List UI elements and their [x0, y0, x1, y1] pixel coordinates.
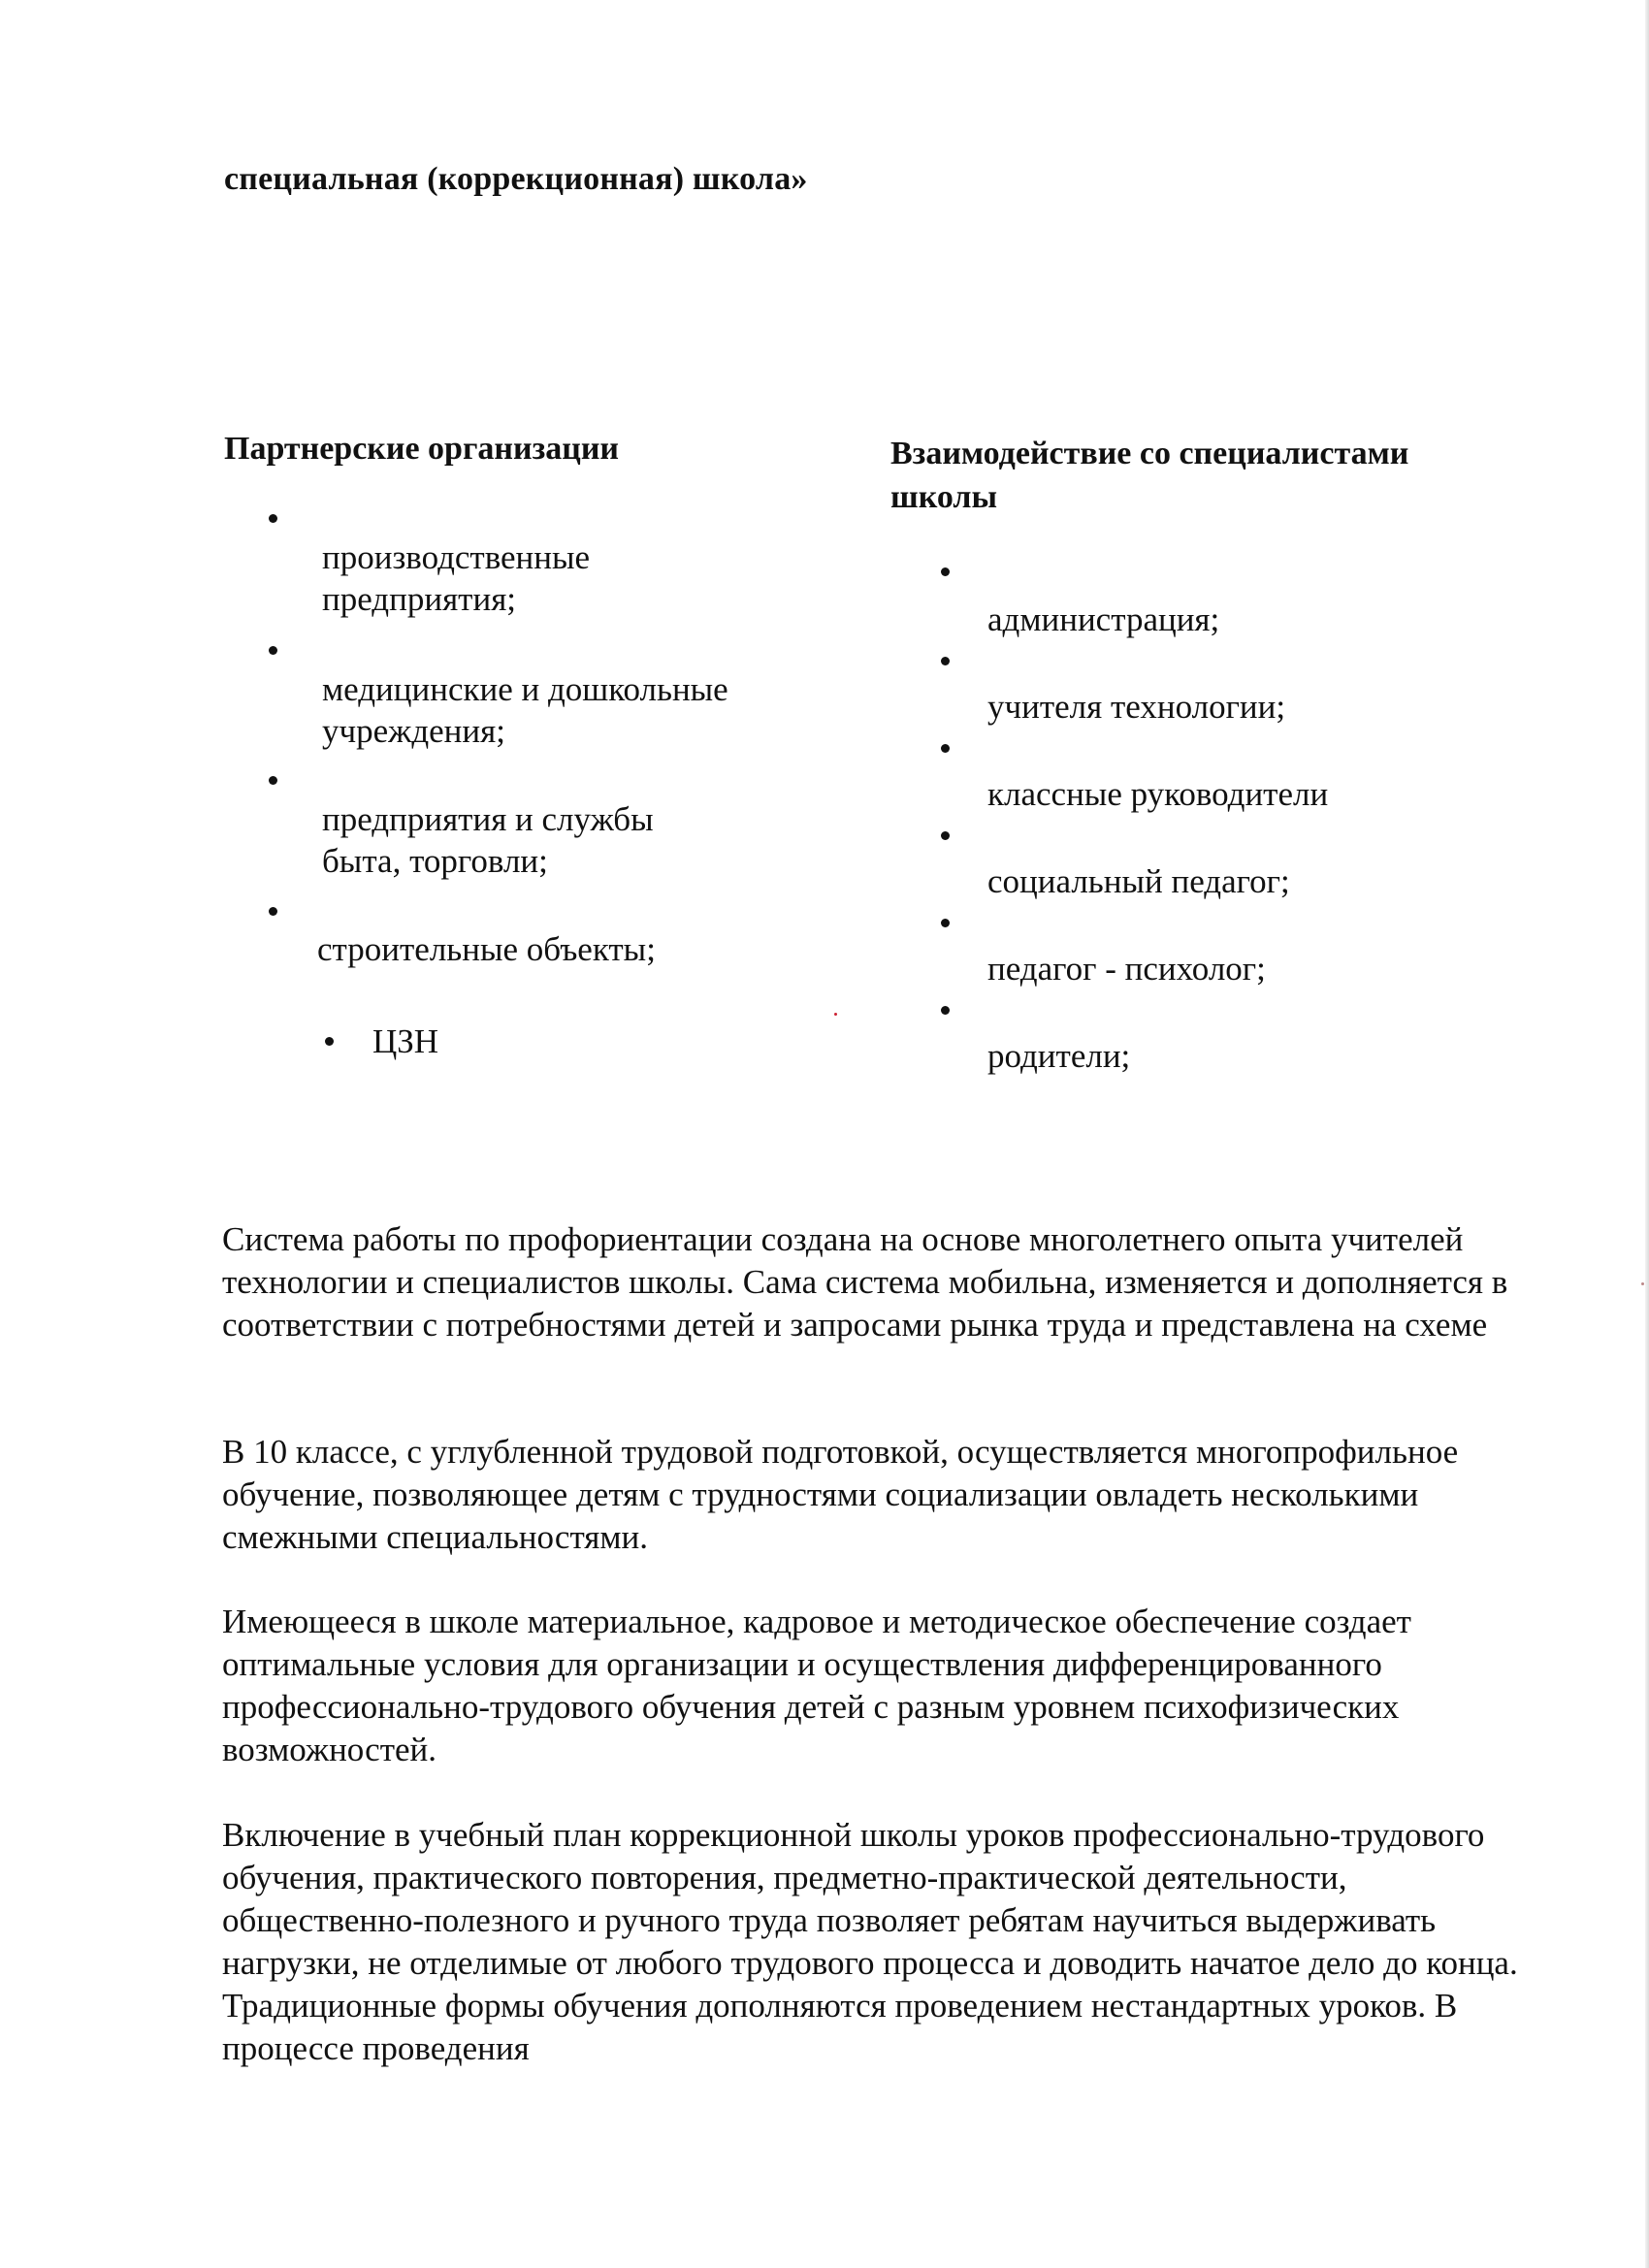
partner-organizations-column	[224, 427, 845, 1060]
list-item-line: строительные объекты;	[317, 930, 656, 968]
scan-speck	[834, 1013, 837, 1016]
bullet-icon	[941, 567, 950, 576]
list-item-line: предприятия и службы	[322, 800, 654, 838]
heading-line: Взаимодействие со специалистами	[890, 436, 1409, 471]
paragraph: В 10 классе, с углубленной трудовой подготовкой, осуществляется многопрофильное обучение, позволяющее детям с трудностями социализации овладеть несколькими смежными специальностями.	[222, 1433, 1459, 1556]
scan-edge	[1645, 0, 1649, 2268]
paragraph: Имеющееся в школе материальное, кадровое и методическое обеспечение создает оптимальные условия для организации и осуществления дифференцированного профессионально-трудового обучения детей с разным уровнем психофизических возможностей.	[222, 1603, 1411, 1768]
bullet-icon	[941, 1006, 950, 1015]
list-item-line: учителя технологии;	[987, 688, 1286, 726]
list-item-line: педагог - психолог;	[987, 950, 1266, 988]
list-item-line: социальный педагог;	[987, 862, 1290, 900]
partner-organizations-heading: Партнерские организации	[224, 431, 620, 467]
bullet-icon	[941, 744, 950, 753]
bullet-icon	[269, 646, 277, 655]
bullet-icon	[269, 907, 277, 916]
paragraph: Система работы по профориентации создана на основе многолетнего опыта учителей технологии и специалистов школы. Сама система мобильна, изменяется и дополняется в соответствии с потребностями детей и запросами рынка труда и представлена на схеме	[222, 1220, 1508, 1344]
school-specialists-column	[890, 432, 1531, 1075]
scan-speck	[1641, 1282, 1644, 1285]
list-item-line: медицинские и дошкольные	[322, 670, 728, 708]
list-item-line: быта, торговли;	[322, 842, 548, 880]
bullet-icon	[941, 657, 950, 665]
list-item-line: ЦЗН	[372, 1022, 439, 1060]
bullet-icon	[941, 831, 950, 840]
paragraph: Включение в учебный план коррекционной школы уроков профессионально-трудового обучения, практического повторения, предметно-практической деятельности, общественно-полезного и ручного труда позволяет ребятам научиться выдерживать нагрузки, не отделимые от любого трудового процесса и доводить начатое дело до конца. Традиционные формы обучения дополняются проведением нестандартных уроков. В процессе проведения	[222, 1816, 1518, 2067]
school-specialists-heading	[890, 432, 1531, 519]
bullet-icon	[941, 919, 950, 927]
list-item-line: родители;	[987, 1037, 1131, 1075]
list-item-line: классные руководители	[987, 775, 1329, 813]
school-name-heading: специальная (коррекционная) школа»	[224, 161, 808, 197]
list-item-line: производственные	[322, 538, 591, 576]
bullet-icon	[269, 776, 277, 785]
list-item-line: учреждения;	[322, 712, 505, 750]
heading-line: школы	[890, 479, 998, 515]
list-item-line: предприятия;	[322, 580, 517, 618]
bullet-icon	[269, 514, 277, 523]
bullet-icon	[325, 1037, 334, 1046]
list-item-line: администрация;	[987, 600, 1220, 638]
